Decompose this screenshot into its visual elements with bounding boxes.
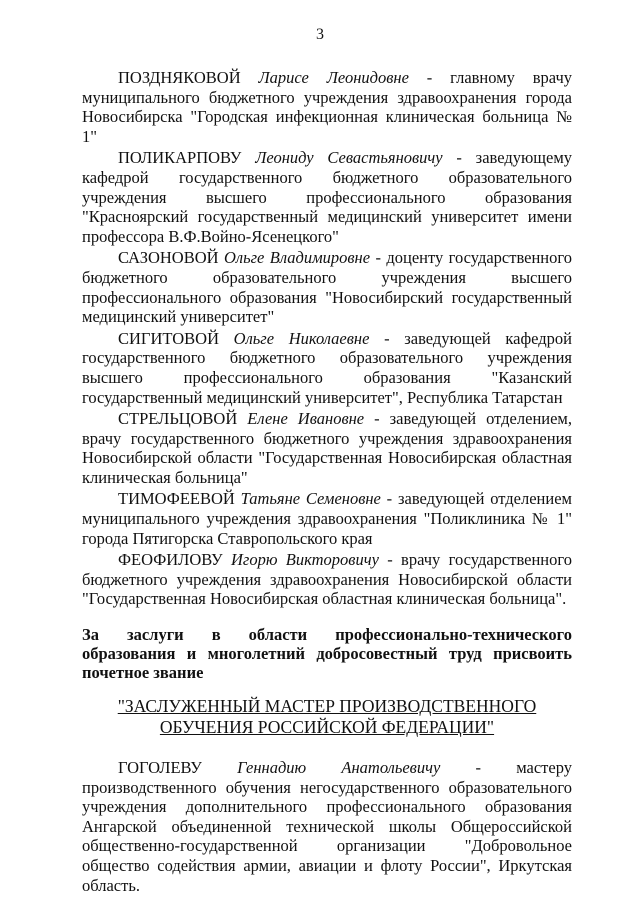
decree-text: За заслуги в области профессионально-технического образования и многолетний добросовестный труд присвоить почетное звание bbox=[82, 625, 572, 683]
entry-given-name: Игорю Викторовичу bbox=[230, 550, 379, 570]
entry-surname: САЗОНОВОЙ bbox=[118, 248, 219, 268]
entry-given-name: Леониду Севастьяновичу bbox=[255, 148, 443, 168]
entry-surname: ТИМОФЕЕВОЙ bbox=[118, 489, 235, 509]
entry-position: - заведующей кафедрой государственного бюджетного образовательного учреждения высшего профессионального образования "Казанский государственный медицинский университет", Республика Татарстан bbox=[82, 328, 572, 407]
entry-paragraph bbox=[82, 68, 572, 146]
award-entry bbox=[82, 489, 572, 548]
entry-paragraph bbox=[82, 248, 572, 326]
award-entry bbox=[82, 148, 572, 246]
entry-given-name: Ольге Владимировне bbox=[223, 248, 371, 268]
award-entry bbox=[82, 68, 572, 146]
entry-paragraph bbox=[82, 489, 572, 548]
entry-given-name: Ларисе Леонидовне bbox=[258, 68, 409, 87]
entry-surname: ПОЗДНЯКОВОЙ bbox=[118, 68, 241, 87]
entry-surname: СИГИТОВОЙ bbox=[118, 328, 219, 348]
award-entry bbox=[82, 248, 572, 326]
award-entry bbox=[82, 550, 572, 609]
entry-paragraph bbox=[82, 550, 572, 609]
entry-position: - заведующей отделением, врачу государственного бюджетного учреждения здравоохранения Новосибирской области "Государственная Новосибирская областная клиническая больница" bbox=[82, 409, 572, 487]
entry-position: - мастеру производственного обучения негосударственного образовательного учреждения дополнительного профессионального образования Ангарской объединенной технической школы Общероссийской общественно-государственной организации "Добровольное общество содействия армии, авиации и флоту России", Иркутская область. bbox=[82, 758, 572, 895]
entry-paragraph bbox=[82, 758, 572, 895]
honorary-title-text: "ЗАСЛУЖЕННЫЙ МАСТЕР ПРОИЗВОДСТВЕННОГО ОБУЧЕНИЯ РОССИЙСКОЙ ФЕДЕРАЦИИ" bbox=[117, 696, 537, 738]
entry-surname: ГОГОЛЕВУ bbox=[118, 758, 202, 778]
entry-position: - врачу государственного бюджетного учреждения здравоохранения Новосибирской области "Государственная Новосибирская областная клиническая больница". bbox=[82, 550, 572, 609]
entry-position: - заведующей отделением муниципального учреждения здравоохранения "Поликлиника № 1" города Пятигорска Ставропольского края bbox=[82, 489, 572, 548]
award-entry bbox=[82, 758, 572, 895]
honorary-title bbox=[82, 696, 572, 738]
entry-position: - доценту государственного бюджетного образовательного учреждения высшего профессионального образования "Новосибирский государственный медицинский университет" bbox=[82, 248, 572, 327]
award-entry bbox=[82, 329, 572, 407]
entry-given-name: Елене Ивановне bbox=[247, 409, 365, 429]
document-body bbox=[82, 68, 572, 897]
entry-given-name: Татьяне Семеновне bbox=[240, 489, 381, 509]
page-number: 3 bbox=[316, 26, 324, 43]
award-entry bbox=[82, 409, 572, 487]
entry-given-name: Геннадию Анатольевичу bbox=[237, 758, 441, 778]
entry-paragraph bbox=[82, 148, 572, 246]
entry-paragraph bbox=[82, 329, 572, 407]
entry-surname: ФЕОФИЛОВУ bbox=[118, 550, 223, 570]
entry-surname: ПОЛИКАРПОВУ bbox=[118, 148, 242, 168]
entry-position: - главному врачу муниципального бюджетного учреждения здравоохранения города Новосибирска "Городская инфекционная клиническая больница № 1" bbox=[82, 68, 572, 146]
entry-position: - заведующему кафедрой государственного бюджетного образовательного учреждения высшего профессионального образования "Красноярский государственный медицинский университет имени профессора В.Ф.Войно-Ясенецкого" bbox=[82, 148, 573, 246]
entry-paragraph bbox=[82, 409, 572, 487]
entry-surname: СТРЕЛЬЦОВОЙ bbox=[118, 409, 238, 429]
entry-given-name: Ольге Николаевне bbox=[233, 328, 370, 348]
